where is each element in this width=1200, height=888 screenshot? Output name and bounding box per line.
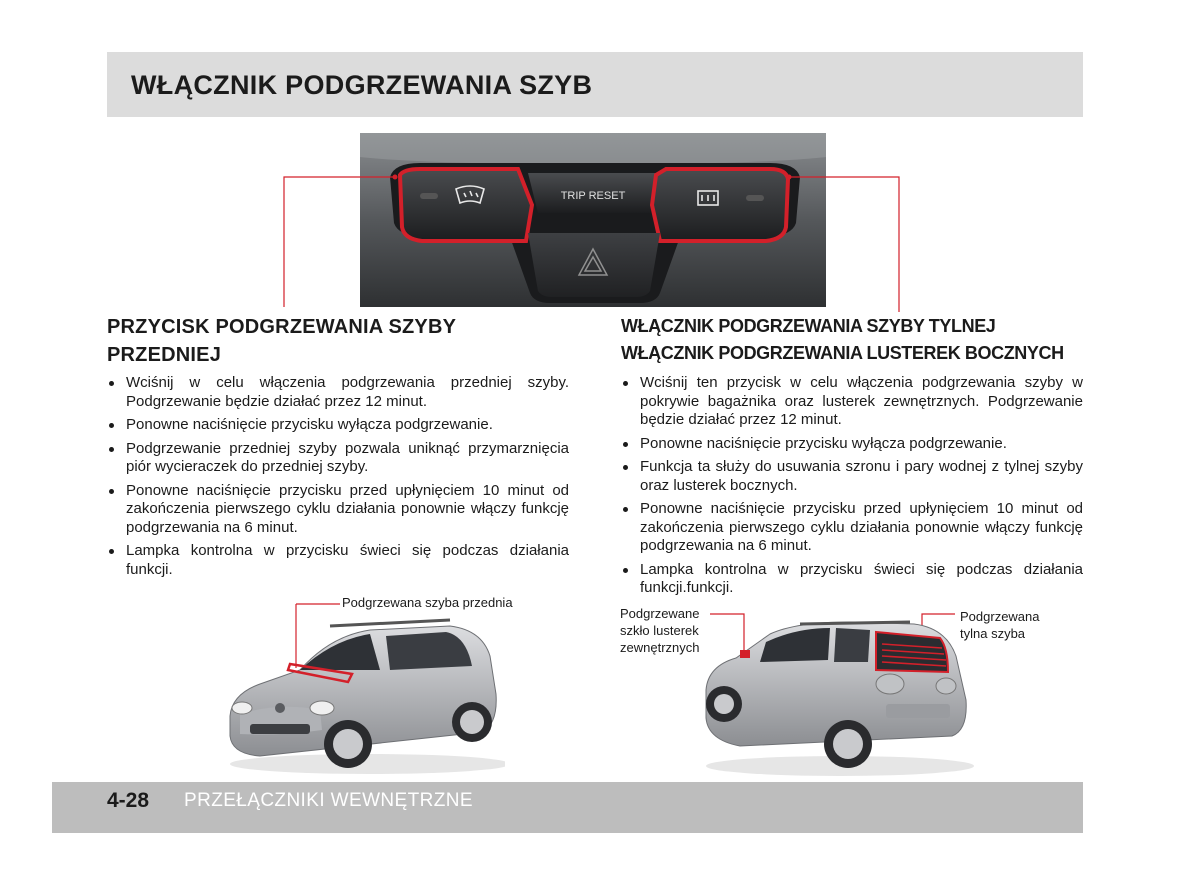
bullet-item: Ponowne naciśnięcie przycisku wyłącza podgrzewanie.	[621, 435, 1083, 454]
mirror-heater-highlight	[740, 650, 750, 658]
hazard-button[interactable]	[528, 233, 660, 297]
front-heater-heading-line1: PRZYCISK PODGRZEWANIA SZYBY	[107, 316, 457, 338]
bullet-item: Ponowne naciśnięcie przycisku przed upłynięciem 10 minut od zakończenia pierwszego cyklu działania ponownie włączy funkcję podgrzewania na 6 minut.	[621, 500, 1083, 556]
bullet-item: Podgrzewanie przedniej szyby pozwala uniknąć przymarznięcia piór wycieraczek do przedniej szyby.	[107, 440, 569, 477]
rear-heater-button[interactable]	[652, 169, 788, 241]
bullet-item: Lampka kontrolna w przycisku świeci się podczas działania funkcji.funkcji.	[621, 561, 1083, 598]
mirror-caption-line2: szkło lusterek	[620, 623, 699, 638]
rear-heater-heading	[621, 313, 1091, 367]
bullet-item: Ponowne naciśnięcie przycisku wyłącza podgrzewanie.	[107, 416, 569, 435]
front-heater-heading-line2: PRZEDNIEJ	[107, 344, 222, 366]
page-title: WŁĄCZNIK PODGRZEWANIA SZYB	[131, 70, 593, 100]
bullet-item: Wciśnij w celu włączenia podgrzewania przedniej szyby. Podgrzewanie będzie działać przez 12 minut.	[107, 374, 569, 411]
bullet-item: Ponowne naciśnięcie przycisku przed upłynięciem 10 minut od zakończenia pierwszego cyklu działania ponownie włączy funkcję podgrzewania na 6 minut.	[107, 482, 569, 538]
front-windshield-caption: Podgrzewana szyba przednia	[342, 595, 513, 610]
trip-reset-label: TRIP RESET	[560, 190, 626, 202]
rear-heater-bullets	[621, 374, 1083, 603]
mirror-caption-line1: Podgrzewane	[620, 606, 700, 621]
bullet-item: Funkcja ta służy do usuwania szronu i pary wodnej z tylnej szyby oraz lusterek bocznych.	[621, 458, 1083, 495]
rear-heater-heading-line1: WŁĄCZNIK PODGRZEWANIA SZYBY TYLNEJ	[621, 316, 996, 336]
front-heater-heading	[107, 313, 577, 369]
rear-caption-line1: Podgrzewana	[960, 609, 1040, 624]
section-name: PRZEŁĄCZNIKI WEWNĘTRZNE	[184, 790, 473, 811]
windshield-heater-button[interactable]	[400, 169, 532, 241]
bullet-item: Wciśnij ten przycisk w celu włączenia podgrzewania szyby w pokrywie bagażnika oraz lusterek zewnętrznych. Podgrzewanie będzie działać przez 12 minut.	[621, 374, 1083, 430]
mirror-heater-caption	[620, 605, 706, 656]
bullet-item: Lampka kontrolna w przycisku świeci się podczas działania funkcji.	[107, 542, 569, 579]
rear-caption-line2: tylna szyba	[960, 626, 1026, 641]
rear-heater-heading-line2: WŁĄCZNIK PODGRZEWANIA LUSTEREK BOCZNYCH	[621, 343, 1064, 363]
front-heater-bullets	[107, 374, 569, 584]
button-panel-image	[360, 133, 826, 307]
rear-car-image	[700, 600, 975, 780]
mirror-caption-line3: zewnętrznych	[620, 640, 700, 655]
page-number: 4-28	[107, 789, 150, 812]
front-car-image	[220, 596, 505, 780]
